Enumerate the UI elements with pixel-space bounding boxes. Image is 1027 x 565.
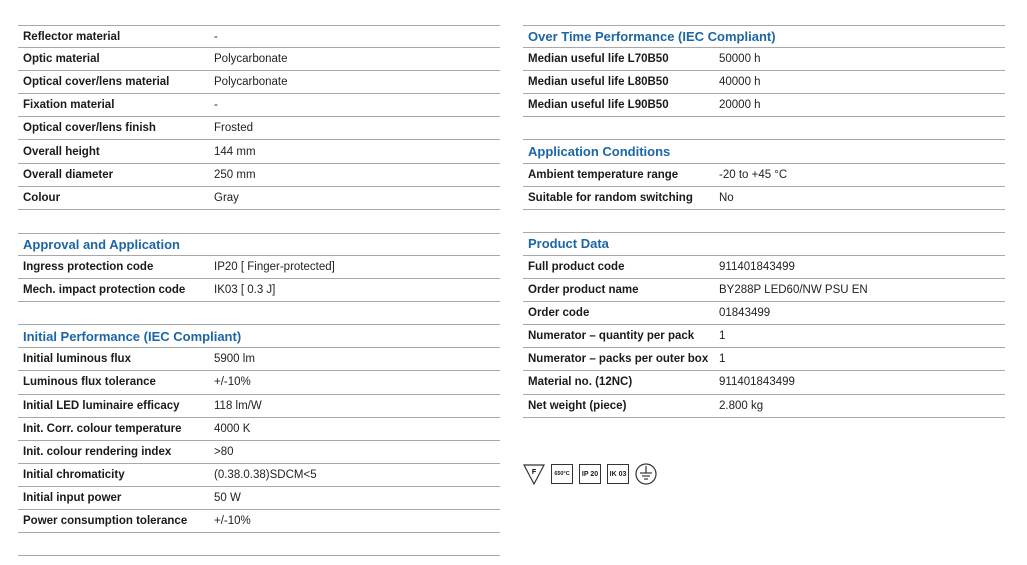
over-time-table <box>523 48 1005 117</box>
over-time-title: Over Time Performance (IEC Compliant) <box>523 25 1005 48</box>
spec-label: Order product name <box>528 284 639 297</box>
spec-row <box>18 140 500 163</box>
spec-value: - <box>214 30 218 43</box>
spec-row <box>18 464 500 487</box>
spec-label: Median useful life L90B50 <box>528 99 669 112</box>
spec-label: Ambient temperature range <box>528 168 679 181</box>
left-column <box>18 25 500 556</box>
spec-row <box>18 94 500 117</box>
spec-row <box>523 279 1005 302</box>
spec-label: Optical cover/lens material <box>23 76 170 89</box>
spec-label: Initial chromaticity <box>23 468 125 481</box>
spec-row <box>18 279 500 302</box>
spec-row <box>18 164 500 187</box>
spec-row <box>523 48 1005 71</box>
spec-value: IK03 [ 0.3 J] <box>214 284 276 297</box>
spec-row <box>18 117 500 140</box>
spec-value: >80 <box>214 445 234 458</box>
spec-label: Init. colour rendering index <box>23 445 172 458</box>
spec-label: Reflector material <box>23 30 121 43</box>
spec-value: 911401843499 <box>719 376 795 389</box>
spec-row <box>18 441 500 464</box>
spec-label: Ingress protection code <box>23 260 154 273</box>
spec-label: Luminous flux tolerance <box>23 376 156 389</box>
spec-value: 911401843499 <box>719 260 795 273</box>
spec-row <box>18 187 500 210</box>
spec-row <box>523 348 1005 371</box>
spec-label: Overall diameter <box>23 168 114 181</box>
spec-value: +/-10% <box>214 515 251 528</box>
spec-label: Numerator – packs per outer box <box>528 353 709 366</box>
spec-value: Gray <box>214 191 239 204</box>
approval-table <box>18 256 500 302</box>
spec-row <box>523 371 1005 394</box>
spec-value: BY288P LED60/NW PSU EN <box>719 284 868 297</box>
spec-value: Frosted <box>214 122 253 135</box>
spec-row <box>18 256 500 279</box>
spec-row <box>523 302 1005 325</box>
application-conditions-table <box>523 164 1005 210</box>
spec-value: 144 mm <box>214 145 256 158</box>
spec-row <box>523 395 1005 418</box>
spec-value: 118 lm/W <box>214 399 262 412</box>
spec-value: Polycarbonate <box>214 53 288 66</box>
product-data-title: Product Data <box>523 233 1005 256</box>
spec-row <box>18 510 500 533</box>
spec-value: 1 <box>719 330 726 343</box>
spec-value: 01843499 <box>719 307 771 320</box>
initial-performance-table <box>18 348 500 533</box>
spec-row <box>18 25 500 48</box>
spec-label: Power consumption tolerance <box>23 515 188 528</box>
svg-text:F: F <box>531 469 537 476</box>
spec-value: 5900 lm <box>214 353 255 366</box>
spec-label: Init. Corr. colour temperature <box>23 422 182 435</box>
spacer-row <box>18 302 500 325</box>
spec-row <box>18 418 500 441</box>
spec-label: Order code <box>528 307 590 320</box>
spec-value: 1 <box>719 353 726 366</box>
spec-row <box>18 48 500 71</box>
spec-value: IP20 [ Finger-protected] <box>214 260 335 273</box>
spacer-row <box>523 117 1005 140</box>
spec-row <box>18 395 500 418</box>
spec-row <box>18 371 500 394</box>
spec-value: 4000 K <box>214 422 251 435</box>
spec-label: Numerator – quantity per pack <box>528 330 695 343</box>
application-conditions-title: Application Conditions <box>523 140 1005 163</box>
spec-row <box>18 487 500 510</box>
spec-value: 50000 h <box>719 53 761 66</box>
earth-ground-icon <box>635 463 657 485</box>
spec-value: 50 W <box>214 491 241 504</box>
spec-row <box>523 256 1005 279</box>
spec-value: 250 mm <box>214 168 256 181</box>
spec-label: Net weight (piece) <box>528 399 627 412</box>
spec-value: 40000 h <box>719 76 761 89</box>
spec-label: Initial LED luminaire efficacy <box>23 399 180 412</box>
ip20-icon: IP 20 <box>579 464 601 484</box>
spec-label: Full product code <box>528 260 625 273</box>
right-column <box>523 25 1005 418</box>
spec-row <box>523 187 1005 210</box>
spec-row <box>18 71 500 94</box>
temperature-650-icon: 650°C <box>551 464 573 484</box>
spec-label: Initial luminous flux <box>23 353 131 366</box>
spec-row <box>18 348 500 371</box>
spec-row <box>523 94 1005 117</box>
spec-label: Colour <box>23 191 61 204</box>
spec-label: Suitable for random switching <box>528 191 693 204</box>
f-mark-icon <box>523 463 545 485</box>
spec-label: Material no. (12NC) <box>528 376 633 389</box>
spacer-row <box>523 210 1005 233</box>
certification-icons <box>523 463 657 485</box>
spec-row <box>523 325 1005 348</box>
spec-value: No <box>719 191 734 204</box>
spec-value: Polycarbonate <box>214 76 288 89</box>
spec-label: Overall height <box>23 145 100 158</box>
general-spec-table <box>18 25 500 210</box>
spec-label: Mech. impact protection code <box>23 284 186 297</box>
approval-section-title: Approval and Application <box>18 233 500 256</box>
spec-label: Fixation material <box>23 99 115 112</box>
spec-value: (0.38.0.38)SDCM<5 <box>214 468 317 481</box>
spec-label: Median useful life L70B50 <box>528 53 669 66</box>
spec-label: Optic material <box>23 53 100 66</box>
spec-row <box>523 71 1005 94</box>
spec-value: +/-10% <box>214 376 251 389</box>
spec-value: -20 to +45 °C <box>719 168 788 181</box>
initial-performance-title: Initial Performance (IEC Compliant) <box>18 325 500 348</box>
spec-value: 2.800 kg <box>719 399 764 412</box>
ik03-icon: IK 03 <box>607 464 629 484</box>
product-data-table <box>523 256 1005 418</box>
spec-label: Initial input power <box>23 491 122 504</box>
spec-value: 20000 h <box>719 99 761 112</box>
spec-label: Median useful life L80B50 <box>528 76 669 89</box>
spec-value: - <box>214 99 218 112</box>
spec-label: Optical cover/lens finish <box>23 122 156 135</box>
spacer-row <box>18 533 500 556</box>
spec-row <box>523 164 1005 187</box>
